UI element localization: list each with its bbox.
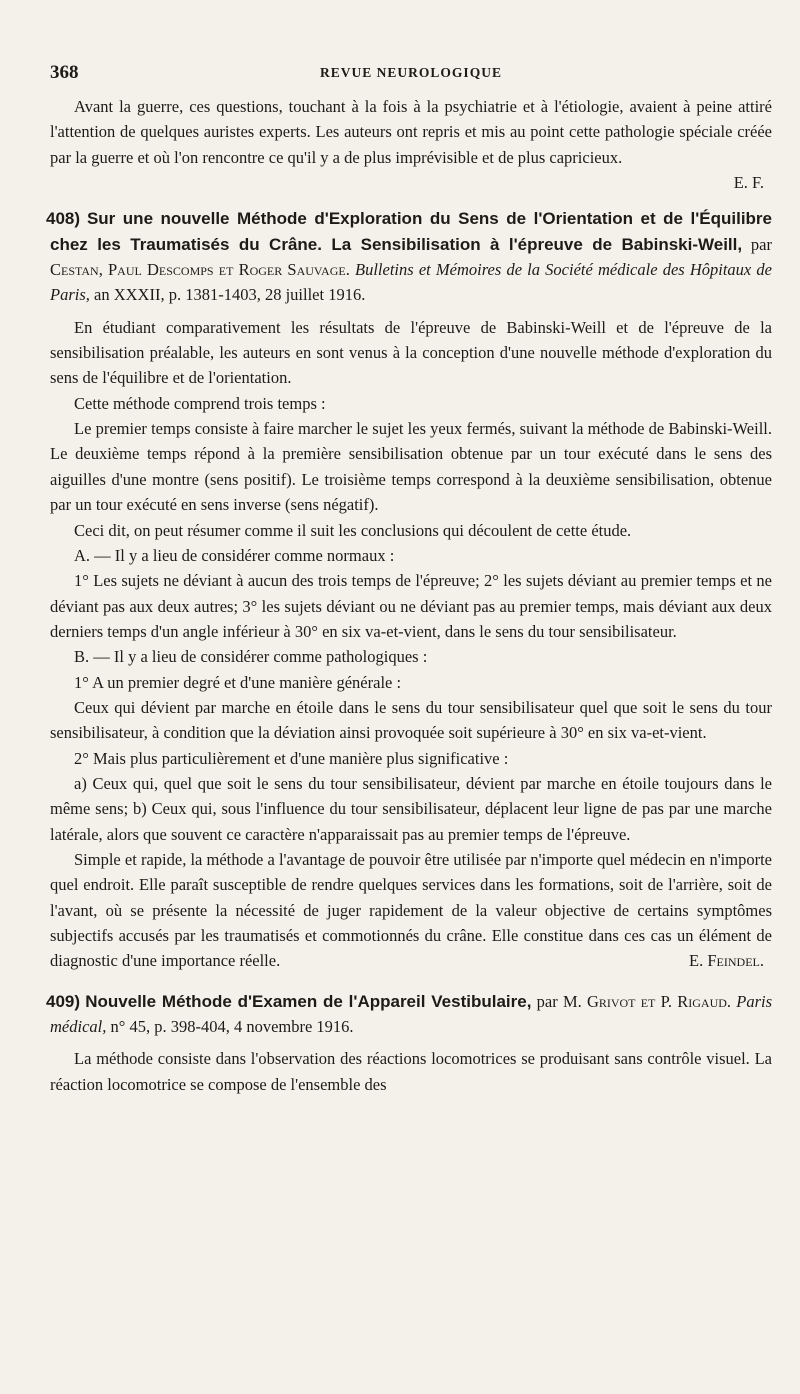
entry-409-paragraph: La méthode consiste dans l'observation des réactions locomotrices se produisant sans contrôle visuel. La réaction locomotrice se compose de l'ensemble des [50,1049,772,1094]
running-header [50,58,772,94]
entry-409-journal: Paris médical, [50,991,773,1037]
page-content [46,94,773,1097]
entry-409-number: 409) [46,991,81,1011]
spacer [50,308,772,315]
entry-408-paragraph-text: Simple et rapide, la méthode a l'avantage de pouvoir être utilisée par n'importe quel médecin en n'importe quel endroit. Elle paraît susceptible de rendre quelques services dans les formations, soit de l'arrière, soit de l'avant, où se présente la nécessité de juger rapidement de la valeur objective de certains symptômes subjectifs accusés par les traumatisés et commotionnés du crâne. Elle constitue dans ces cas un élément de diagnostic d'une importance réelle. [50,849,772,971]
entry-408-authors: Cestan, Paul Descomps et Roger Sauvage. [50,260,350,280]
entry-408-title: Sur une nouvelle Méthode d'Exploration du Sens de l'Orientation et de l'Équilibre chez les Traumatisés du Crâne. La Sensibilisation à l'épreuve de Babinski-Weill, [50,209,773,254]
intro-signature: E. F. [733,173,764,193]
entry-408-by: par [750,234,772,254]
journal-title: REVUE NEUROLOGIQUE [320,65,502,80]
entry-408-paragraph: 1° Les sujets ne déviant à aucun des trois temps de l'épreuve; 2° les sujets déviant au premier temps et ne déviant pas aux deux autres; 3° les sujets déviant ou ne déviant pas au premier temps, mais déviant aux deux derniers temps d'un angle inférieur à 30° en six va-et-vient, dans le sens du tour sensibilisateur. [50,571,772,641]
entry-408-heading [46,206,773,307]
entry-408-number: 408) [46,209,81,229]
entry-408-paragraph: a) Ceux qui, quel que soit le sens du tour sensibilisateur, dévient par marche en étoile toujours dans le même sens; b) Ceux qui, sous l'influence du tour sensibilisateur, déplacent leur ligne de pas par une marche latérale, alors que souvent ce caractère n'apparaissait pas au premier temps de l'épreuve. [50,773,772,844]
page-number: 368 [50,62,79,83]
entry-408-reference: an XXXII, p. 1381-1403, 28 juillet 1916. [94,285,366,305]
entry-408-signature: E. Feindel. [689,951,764,971]
entry-408-paragraph: 1° A un premier degré et d'une manière générale : [74,672,402,692]
entry-409-by: par [536,991,558,1011]
entry-408-paragraph: Ceci dit, on peut résumer comme il suit les conclusions qui découlent de cette étude. [74,520,632,540]
entry-409-heading [46,989,773,1040]
entry-408-paragraph: 2° Mais plus particulièrement et d'une manière plus significative : [74,748,509,768]
entry-409-reference: n° 45, p. 398-404, 4 novembre 1916. [110,1017,354,1037]
entry-408-paragraph: Ceux qui dévient par marche en étoile dans le sens du tour sensibilisateur quel que soit le sens du tour sensibilisateur, à condition que la déviation ainsi provoquée soit supérieure à 30° en six va-et-vient. [50,697,772,743]
spacer [50,1039,772,1046]
entry-408-paragraph: Cette méthode comprend trois temps : [74,393,326,413]
entry-408-paragraph: A. — Il y a lieu de considérer comme normaux : [74,545,395,565]
entry-408 [46,206,773,973]
entry-408-final-paragraph [50,847,772,974]
entry-409-authors: M. Grivot et P. Rigaud. [562,991,732,1011]
entry-408-paragraph: B. — Il y a lieu de considérer comme pathologiques : [74,647,428,667]
intro-paragraph: Avant la guerre, ces questions, touchant à la fois à la psychiatrie et à l'étiologie, avaient à peine attiré l'attention de quelques auristes experts. Les auteurs ont repris et mis au point cette pathologie spéciale créée par la guerre et où l'on rencontre ce qu'il y a de plus imprévisible et de plus capricieux. [50,97,772,167]
entry-408-paragraph: En étudiant comparativement les résultats de l'épreuve de Babinski-Weill et de l'épreuve de la sensibilisation préalable, les auteurs en sont venus à la conception d'une nouvelle méthode d'exploration du sens de l'équilibre et de l'orientation. [50,317,772,388]
entry-409 [46,989,773,1097]
entry-408-paragraph: Le premier temps consiste à faire marcher le sujet les yeux fermés, suivant la méthode de Babinski-Weill. Le deuxième temps répond à la première sensibilisation obtenue par un tour exécuté dans le sens des aiguilles d'une montre (sens positif). Le troisième temps correspond à la deuxième sensibilisation, obtenue par un tour exécuté en sens inverse (sens négatif). [50,419,772,515]
entry-408-journal: Bulletins et Mémoires de la Société médicale des Hôpitaux de Paris, [50,260,772,305]
entry-409-title: Nouvelle Méthode d'Examen de l'Appareil Vestibulaire, [85,991,532,1011]
